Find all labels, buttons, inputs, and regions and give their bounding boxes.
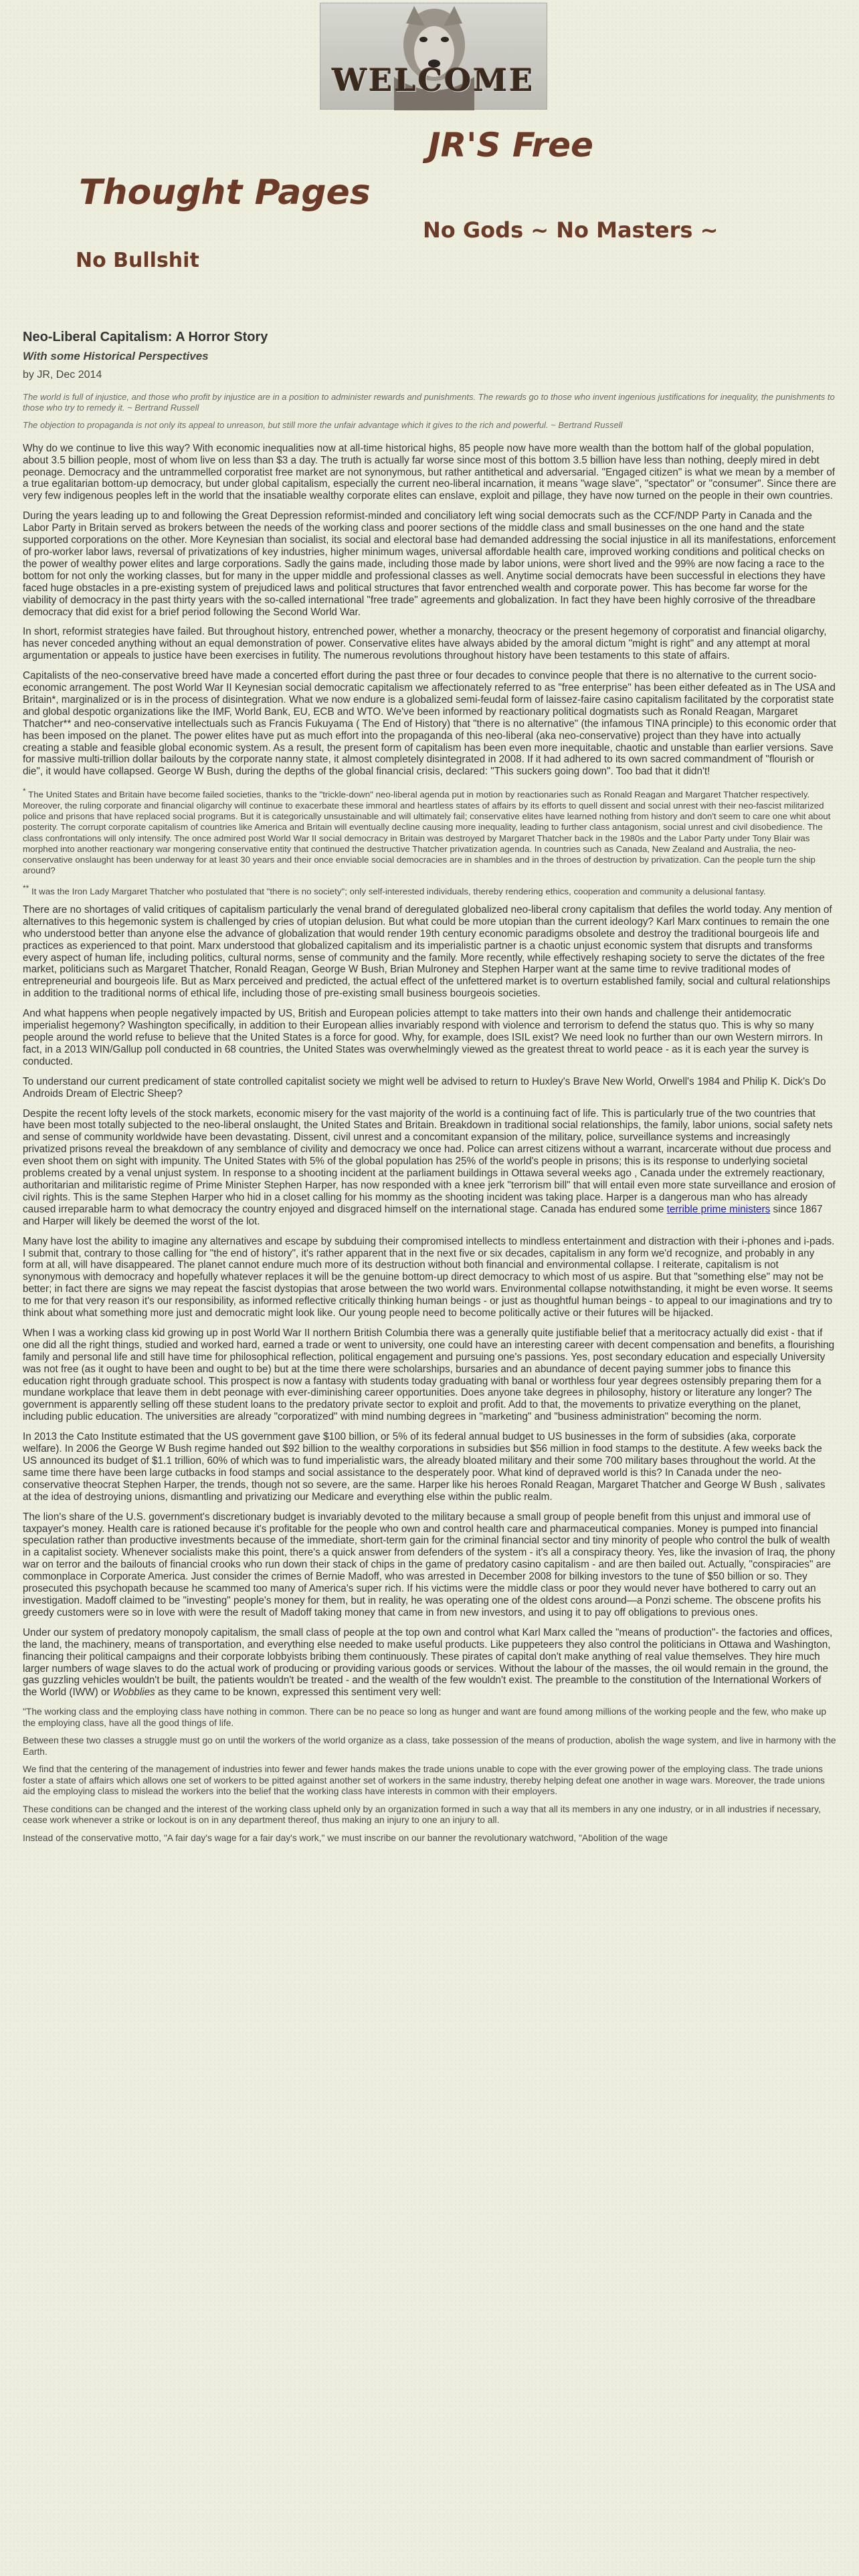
footnote-text: The United States and Britain have become failed societies, thanks to the "trickle-down" neo-liberal agenda put in motion by reactionaries such as Ronald Reagan and Margaret Thatcher respectively. Moreover, the ruling corporate and financial oligarchy will continue to exacerbate these immoral and heartless states of affairs by its efforts to quell dissent and social unrest with their neo-fascist militarized police and prisons that have replaced social programs. But it is categorically unsustainable and will ultimately fail; conservative elites have learned nothing from history and don't seem to care one whit about posterity. The corrupt corporate capitalism of countries like America and Britain will eventually decline causing more inequality, leading to further class antagonism, social unrest and civil disobedience. The class confrontations will only intensify. The once admired post World War II social democracy in Britain was destroyed by Margaret Thatcher back in the 1980s and the Labor Party under Tony Blair was morphed into another reactionary war mongering conservative entity that continued the destructive Thatcher privatization agenda. In countries such as Canada, New Zealand and Australia, the neo-conservative onslaught has been underway for at least 30 years and their once enviable social democracies are in shambles and in the throes of destruction by privatization. Can the people turn the ship around? bbox=[23, 789, 831, 876]
article-subtitle: With some Historical Perspectives bbox=[23, 349, 209, 362]
iww-quote: Between these two classes a struggle must go on until the workers of the world organize as a class, take possession of the means of production, abolish the wage system, and live in harmony with the Earth. bbox=[23, 1735, 836, 1757]
footnote bbox=[23, 883, 836, 897]
paragraph: To understand our current predicament of state controlled capitalist society we might well be advised to return to Huxley's Brave New World, Orwell's 1984 and Philip K. Dick's Do Androids Dream of Electric Sheep? bbox=[23, 1075, 826, 1099]
motto-second-line: No Bullshit bbox=[76, 249, 199, 272]
article bbox=[23, 332, 836, 1850]
footnote-marker: * bbox=[23, 786, 26, 796]
iww-quote: "The working class and the employing class have nothing in common. There can be no peace so long as hunger and want are found among millions of the working people and the few, who make up the employing class, have all the good things of life. bbox=[23, 1707, 827, 1728]
motto: No Gods ~ No Masters ~ bbox=[423, 217, 719, 243]
section-title: Thought Pages bbox=[79, 173, 371, 213]
paragraph-text: as they came to be known, expressed this sentiment very well: bbox=[155, 1687, 442, 1699]
terrible-prime-ministers-link[interactable]: terrible prime ministers bbox=[666, 1203, 771, 1215]
paragraph: There are no shortages of valid critiques of capitalism particularly the venal brand of deregulated globalized neo-liberal crony capitalism that defiles the world today. Any mention of alternatives to this hegemonic system is challenged by cries of utopian delusion. But what could be more utopian than the current ideology? Karl Marx continues to remain the one who understood better than anyone else the advance of globalization that would render 19th century economic paradigms obsolete and destroy the traditional bourgeois life and practices as experienced to that point. Marx understood that globalized capitalism and its imperialistic partner is a chaotic unjust economic system that disrupts and transforms every aspect of human life, including politics, cultural norms, sense of community and the family. More recently, while effectively reshaping society to serve the dictates of the free market, politicians such as Margaret Thatcher, Ronald Reagan, George W Bush, Brian Mulroney and Stephen Harper want at the same time to revive traditional modes of entrepreneurial and bourgeois life. But as Marx perceived and predicted, the actual effect of the unfettered market is to overturn established family, social and cultural relationships in addition to the traditional norms of ethical life, including those of pre-existing small business bourgeois societies. bbox=[23, 903, 832, 1000]
paragraph-text: Despite the recent lofty levels of the stock markets, economic misery for the vast majority of the world is a continuing fact of life. This is particularly true of the two countries that have been most totally subjected to the neo-liberal onslaught, the United States and Britain. Breakdown in traditional social relationships, the family, labor unions, social safety nets and sense of community worldwide have been devastating. Dissent, civil unrest and a concomitant expansion of the military, police, surveillance systems and increasingly privatized prisons reveal the breakdown of any semblance of civility and democracy we once had. Police can arrest citizens without a warrant, incarcerate without due process and even shoot them on sight with impunity. The United States with 5% of the global population has 25% of the world's people in prisons; this is its response to underlying societal problems created by a venal unjust system. In response to a shooting incident at the parliament buildings in Ottawa several weeks ago , Canada under the extremely reactionary, authoritarian and militaristic regime of Prime Minister Stephen Harper, has now responded with a knee jerk "terrorism bill" that will entail even more state surveillance and erosion of civil rights. This is the same Stephen Harper who hid in a closet calling for his mommy as the shooting incident was taking place. Harper is a dangerous man who has already caused irreparable harm to what democracy the country enjoyed and disgraced himself on the international stage. Canada has endured some bbox=[23, 1107, 836, 1215]
paragraph-text: since 1867 and Harper will likely be deemed the worst of the lot. bbox=[23, 1203, 823, 1227]
paragraph: And what happens when people negatively impacted by US, British and European policies attempt to take matters into their own hands and challenge their antidemocratic imperialist hegemony? Washington specifically, in addition to their European allies invariably respond with violence and terrorism to defend the status quo. This is why so many people around the world refuse to believe that the United States is a force for good. Why, for example, does ISIL exist? We need look no further than our own Western mirrors. In fact, in a 2013 WIN/Gallup poll conducted in 68 countries, the United States was overwhelmingly viewed as the greatest threat to world peace - as it is each year the survey is conducted. bbox=[23, 1008, 823, 1067]
paragraph: Many have lost the ability to imagine any alternatives and escape by subduing their compromised intellects to mindless entertainment and distraction with their i-phones and i-pads. I submit that, contrary to those calling for "the end of history", it's rather apparent that in the next five or six decades, capitalism in any form we'd recognize, and probably in any form at all, will have disappeared. The planet cannot endure much more of its destruction without both financial and environmental collapse. I reiterate, capitalism is not synonymous with democracy and hopefully whatever replaces it will be the genuine bottom-up direct democracy to which most of us aspire. But that "something else" may not be better; in fact there are signs we may repeat the fascist dystopias that arose between the two world wars. Environmental collapse notwithstanding, it might be even worse. It seems to me for that very reason it's our responsibility, as informed reflective critically thinking human beings - or just as thoughtful human beings - to appeal to our imaginations and try to think about what something more just and democratic might look like. Our young people need to become politically active or their futures will be hijacked. bbox=[23, 1235, 835, 1319]
paragraph bbox=[23, 1627, 836, 1699]
paragraph: Why do we continue to live this way? With economic inequalities now at all-time historical highs, 85 people now have more wealth than the bottom half of the global population, about 3.5 billion people, most of whom live on less than $3 a day. The truth is actually far worse since most of this bottom 3.5 billion have less than nothing, deeply mired in debt peonage. Democracy and the untrammelled corporatist free market are not synonymous, but rather antithetical and adversarial. "Engaged citizen" is what we mean by a member of a true egalitarian bottom-up democracy, but under global capitalism, especially the current neo-liberal incarnation, it means "wage slave", "spectator" or "consumer". Since there are very few indigenous peoples left in the world that the insatiable wealthy corporate elites can enslave, exploit and pillage, they have now turned on the people in their own countries. bbox=[23, 442, 836, 502]
epigraph-quote: The world is full of injustice, and those who profit by injustice are in a position to administer rewards and punishments. The rewards go to those who invent ingenious justifications for inequality, the punishments to those who try to remedy it. ~ Bertrand Russell bbox=[23, 391, 835, 413]
iww-quote: These conditions can be changed and the interest of the working class upheld only by an organization formed in such a way that all its members in any one industry, or in all industries if necessary, cease work whenever a strike or lockout is on in any department thereof, thus making an injury to one an injury to all. bbox=[23, 1804, 821, 1826]
paragraph: The lion's share of the U.S. government's discretionary budget is invariably devoted to the military because a small group of people benefit from this unjust and immoral use of taxpayer's money. Health care is rationed because it's profitable for the people who own and control health care and pharmaceutical companies. Money is pumped into financial speculation rather than productive investments because of the immediate, short-term gain for the criminal financial sector and tiny minority of people who control the bulk of wealth in a capitalist society. Whenever socialists make this point, there's a quick answer from defenders of the system - it's all a conspiracy theory. Yes, like the invasion of Iraq, the phony war on terror and the bailouts of financial crooks who run down their stack of chips in the game of predatory casino capitalism - and are then bailed out. Actually, "conspiracies" are commonplace in Corporate America. Just consider the crimes of Bernie Madoff, who was arrested in December 2008 for bilking investors to the tune of $50 billion or so. They prosecuted this psychopath because he scammed too many of America's super rich. If his victims were the middle class or poor they would never have bothered to carry out an investigation. Madoff claimed to be "investing" people's money for them, but in reality, he was operating one of the oldest cons around—a Ponzi scheme. The obscene profits his greedy customers were so in love with were the result of Madoff taking money that came in from new investors, and using it to pay off obligations to previous ones. bbox=[23, 1511, 836, 1618]
paragraph: Capitalists of the neo-conservative breed have made a concerted effort during the past three or four decades to convince people that there is no alternative to the current socio-economic arrangement. The post World War II Keynesian social democratic capitalism we affectionately referred to as "free enterprise" has been either defeated as in The USA and Britain*, marginalized or is in the process of disintegration. What we now endure is a globalized semi-feudal form of laissez-faire casino capitalism facilitated by the corporatist state and global despotic organizations like the IMF, World Bank, EU, ECB and WTO. We've been informed by reactionary political dogmatists such as Ronald Reagan, Margaret Thatcher** and neo-conservative intellectuals such as Francis Fukuyama ( The End of History) that "there is no alternative" (the infamous TINA principle) to this economic order that has been imposed on the planet. The power elites have put as much effort into the propaganda of this neo-liberal (aka neo-conservative) project than they have into actually creating a stable and feasible global economic system. As a result, the present form of capitalism has been even more inequitable, chaotic and unstable than earlier versions. Save for massive multi-trillion dollar bailouts by the corporate nanny state, it almost completely disintegrated in 2008. If it had adhered to its own sacred commandment of "flourish or die", it would have collapsed. George W Bush, during the depths of the global financial crisis, declared: "This suckers going down". Too bad that it didn't! bbox=[23, 670, 836, 778]
paragraph: When I was a working class kid growing up in post World War II northern British Columbia there was a generally quite justifiable belief that a meritocracy actually did exist - that if one did all the right things, studied and worked hard, earned a trade or went to university, one could have an interesting career with decent compensation and benefits, a flourishing family and personal life and still have time for philosophical reflection, political engagement and pursuing one's passions. Yes, post secondary education and especially University was not free (as it ought to have been and ought to be) but at the time there were scholarships, bursaries and an abundance of decent paying summer jobs to finance this education right through graduate school. This prospect is now a fantasy with students today graduating with banal or worthless four year degrees ostensibly preparing them for a mundane workplace that leave them in debt peonage with ever-diminishing career opportunities. Does anyone take degrees in philosophy, history or literature any longer? The government is apparently selling off these student loans to the predatory private sector to exploit and profit. Add to that, the movements to privatize everything on the planet, including public education. The universities are already "corporatized" with mind numbing degrees in "marketing" and "business administration" becoming the norm. bbox=[23, 1327, 835, 1423]
paragraph bbox=[23, 1108, 836, 1228]
welcome-word: WELCOME bbox=[332, 62, 535, 98]
footnote-marker: ** bbox=[23, 883, 29, 893]
paragraph: In short, reformist strategies have failed. But throughout history, entrenched power, whether a monarchy, theocracy or the present hegemony of corporatist and financial oligarchy, has never conceded anything without an equal demonstration of power. Conservative elites have always abided by the amoral dictum "might is right" and any attempt at moral argumentation or appeals to justice have been exercises in futility. The numerous revolutions throughout history have been testaments to this state of affairs. bbox=[23, 626, 827, 662]
paragraph: During the years leading up to and following the Great Depression reformist-minded and conciliatory left wing social democrats such as the CCF/NDP Party in Canada and the Labor Party in Britain served as brokers between the needs of the working class and poorer sections of the middle class and small businesses on the one hand and the state supported corporations on the other. More Keynesian than socialist, its social and electoral base had demanded addressing the social injustice in all its manifestations, enforcement of pro-worker labor laws, reversal of privatizations of key industries, higher minimum wages, universal affordable health care, improved working conditions and political checks on the power of wealthy power elites and large corporations. Sadly the gains made, including those made by labor unions, were short lived and the 99% are now facing a race to the bottom for not only the working classes, but for many in the upper middle and professional classes as well. Anytime social democrats have been successful in elections they have faced huge obstacles in a pre-existing system of prejudiced laws and political structures that favor entrenched wealth and corporate power. This has become far worse for the viability of democracy in the past thirty years with the so-called international "free trade" agreements and globalization. In fact they have been highly corrosive of the threadbare democracy that did exist for a brief period following the Second World War. bbox=[23, 510, 836, 618]
paragraph-text: Under our system of predatory monopoly capitalism, the small class of people at the top own and control what Karl Marx called the "means of production"- the factories and offices, the land, the machinery, means of transportation, and everything else needed to make useful products. Like puppeteers they also control the politicians in Ottawa and Washington, financing their political campaigns and their corporate lobbyists bribing them continuously. These pirates of capital don't make anything of real value themselves. They hire much larger numbers of wage slaves to do the actual work of producing or providing various goods or services. Without the labour of the masses, the oil would remain in the ground, the gas guzzling vehicles wouldn't be built, the patients wouldn't be treated - and the wealth of the few wouldn't exist. The preamble to the constitution of the International Workers of the World (IWW) or bbox=[23, 1626, 833, 1699]
article-title: Neo-Liberal Capitalism: A Horror Story bbox=[23, 330, 268, 344]
welcome-logo bbox=[320, 3, 547, 110]
footnote-text: It was the Iron Lady Margaret Thatcher who postulated that "there is no society"; only self-interested individuals, thereby rendering ethics, cooperation and community a delusional fantasy. bbox=[31, 886, 766, 897]
iww-quote: Instead of the conservative motto, "A fair day's wage for a fair day's work," we must inscribe on our banner the revolutionary watchword, "Abolition of the wage bbox=[23, 1832, 668, 1843]
epigraph-quote: The objection to propaganda is not only its appeal to unreason, but still more the unfair advantage which it gives to the rich and powerful. ~ Bertrand Russell bbox=[23, 419, 623, 430]
site-name: JR'S Free bbox=[428, 126, 593, 165]
wobblies-term: Wobblies bbox=[112, 1687, 155, 1699]
byline: by JR, Dec 2014 bbox=[23, 368, 102, 381]
paragraph: In 2013 the Cato Institute estimated that the US government gave $100 billion, or 5% of its federal annual budget to US businesses in the form of subsidies (aka, corporate welfare). In 2006 the George W Bush regime handed out $92 billion to the wealthy corporations in subsidies but $56 million in food stamps to the destitute. A few weeks back the US announced its budget of $1.1 trillion, 60% of which was to fund imperialistic wars, the already bloated military and their some 700 military bases throughout the world. At the same time there have been large cutbacks in food stamps and social assistance to the desperately poor. What kind of depraved world is this? In Canada under the neo-conservative theocrat Stephen Harper, the trends, though not so severe, are the same. Harper like his heroes Ronald Reagan, Margaret Thatcher and George W Bush , salivates at the idea of destroying unions, dismantling and privatizing our Medicare and everything else within the public realm. bbox=[23, 1431, 826, 1503]
footnote bbox=[23, 786, 836, 876]
iww-quote: We find that the centering of the management of industries into fewer and fewer hands makes the trade unions unable to cope with the ever growing power of the employing class. The trade unions foster a state of affairs which allows one set of workers to be pitted against another set of workers in the same industry, thereby helping defeat one another in wage wars. Moreover, the trade unions aid the employing class to mislead the workers into the belief that the working class have interests in common with their employers. bbox=[23, 1764, 825, 1797]
